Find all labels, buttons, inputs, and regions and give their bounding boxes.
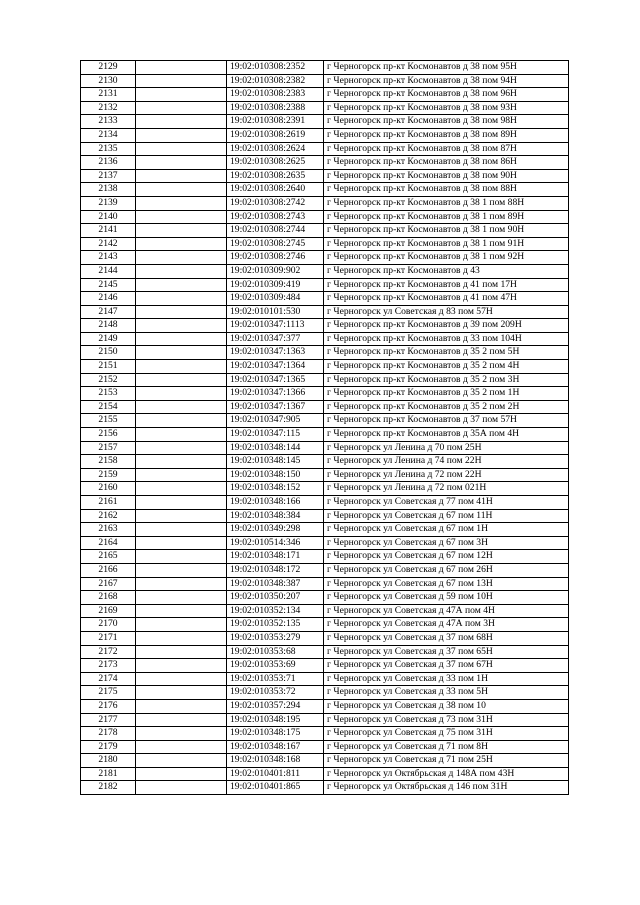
table-row bbox=[81, 536, 569, 550]
cadastral-number: 19:02:010347:377 bbox=[227, 332, 324, 346]
row-number: 2144 bbox=[81, 264, 136, 278]
row-number: 2160 bbox=[81, 482, 136, 496]
empty-cell bbox=[136, 319, 227, 333]
table-row bbox=[81, 686, 569, 700]
table-row bbox=[81, 754, 569, 768]
empty-cell bbox=[136, 210, 227, 224]
empty-cell bbox=[136, 468, 227, 482]
address: г Черногорск ул Советская д 33 пом 5Н bbox=[324, 686, 569, 700]
cadastral-number: 19:02:010308:2624 bbox=[227, 142, 324, 156]
empty-cell bbox=[136, 496, 227, 510]
table-row bbox=[81, 210, 569, 224]
cadastral-number: 19:02:010308:2388 bbox=[227, 101, 324, 115]
address: г Черногорск пр-кт Космонавтов д 38 1 пом 90Н bbox=[324, 224, 569, 238]
table-row bbox=[81, 142, 569, 156]
row-number: 2174 bbox=[81, 672, 136, 686]
row-number: 2140 bbox=[81, 210, 136, 224]
row-number: 2179 bbox=[81, 740, 136, 754]
row-number: 2169 bbox=[81, 604, 136, 618]
address: г Черногорск ул Советская д 67 пом 11Н bbox=[324, 509, 569, 523]
row-number: 2165 bbox=[81, 550, 136, 564]
address: г Черногорск ул Советская д 77 пом 41Н bbox=[324, 496, 569, 510]
cadastral-number: 19:02:010347:1113 bbox=[227, 319, 324, 333]
address: г Черногорск пр-кт Космонавтов д 38 1 пом 91Н bbox=[324, 237, 569, 251]
cadastral-number: 19:02:010401:811 bbox=[227, 767, 324, 781]
address: г Черногорск ул Советская д 37 пом 65Н bbox=[324, 645, 569, 659]
empty-cell bbox=[136, 523, 227, 537]
address: г Черногорск пр-кт Космонавтов д 38 пом 93Н bbox=[324, 101, 569, 115]
address: г Черногорск пр-кт Космонавтов д 38 пом 90Н bbox=[324, 169, 569, 183]
empty-cell bbox=[136, 455, 227, 469]
cadastral-number: 19:02:010308:2745 bbox=[227, 237, 324, 251]
cadastral-number: 19:02:010308:2744 bbox=[227, 224, 324, 238]
empty-cell bbox=[136, 686, 227, 700]
address: г Черногорск ул Советская д 75 пом 31Н bbox=[324, 727, 569, 741]
address: г Черногорск ул Советская д 47А пом 4Н bbox=[324, 604, 569, 618]
row-number: 2139 bbox=[81, 196, 136, 210]
address: г Черногорск пр-кт Космонавтов д 41 пом 47Н bbox=[324, 292, 569, 306]
cadastral-number: 19:02:010352:134 bbox=[227, 604, 324, 618]
table-row bbox=[81, 278, 569, 292]
cadastral-number: 19:02:010348:172 bbox=[227, 563, 324, 577]
cadastral-number: 19:02:010347:1367 bbox=[227, 400, 324, 414]
empty-cell bbox=[136, 196, 227, 210]
address: г Черногорск пр-кт Космонавтов д 38 пом 95Н bbox=[324, 61, 569, 75]
empty-cell bbox=[136, 563, 227, 577]
cadastral-number: 19:02:010357:294 bbox=[227, 699, 324, 713]
table-row bbox=[81, 591, 569, 605]
cadastral-number: 19:02:010348:387 bbox=[227, 577, 324, 591]
row-number: 2133 bbox=[81, 115, 136, 129]
table-row bbox=[81, 292, 569, 306]
cadastral-number: 19:02:010308:2635 bbox=[227, 169, 324, 183]
table-row bbox=[81, 360, 569, 374]
address: г Черногорск ул Советская д 47А пом 3Н bbox=[324, 618, 569, 632]
row-number: 2175 bbox=[81, 686, 136, 700]
cadastral-number: 19:02:010348:171 bbox=[227, 550, 324, 564]
table-row bbox=[81, 196, 569, 210]
row-number: 2145 bbox=[81, 278, 136, 292]
address: г Черногорск ул Советская д 67 пом 26Н bbox=[324, 563, 569, 577]
row-number: 2178 bbox=[81, 727, 136, 741]
cadastral-number: 19:02:010308:2382 bbox=[227, 74, 324, 88]
table-row bbox=[81, 414, 569, 428]
address: г Черногорск ул Советская д 67 пом 3Н bbox=[324, 536, 569, 550]
cadastral-number: 19:02:010348:168 bbox=[227, 754, 324, 768]
address: г Черногорск пр-кт Космонавтов д 41 пом 17Н bbox=[324, 278, 569, 292]
table-row bbox=[81, 713, 569, 727]
cadastral-number: 19:02:010353:71 bbox=[227, 672, 324, 686]
empty-cell bbox=[136, 156, 227, 170]
cadastral-number: 19:02:010353:68 bbox=[227, 645, 324, 659]
row-number: 2172 bbox=[81, 645, 136, 659]
cadastral-number: 19:02:010308:2625 bbox=[227, 156, 324, 170]
empty-cell bbox=[136, 781, 227, 795]
table-row bbox=[81, 428, 569, 442]
row-number: 2181 bbox=[81, 767, 136, 781]
row-number: 2170 bbox=[81, 618, 136, 632]
table-row bbox=[81, 373, 569, 387]
empty-cell bbox=[136, 699, 227, 713]
address: г Черногорск ул Советская д 71 пом 25Н bbox=[324, 754, 569, 768]
address: г Черногорск пр-кт Космонавтов д 39 пом 209Н bbox=[324, 319, 569, 333]
cadastral-number: 19:02:010348:145 bbox=[227, 455, 324, 469]
cadastral-number: 19:02:010350:207 bbox=[227, 591, 324, 605]
address: г Черногорск пр-кт Космонавтов д 38 пом 94Н bbox=[324, 74, 569, 88]
table-row bbox=[81, 550, 569, 564]
empty-cell bbox=[136, 713, 227, 727]
row-number: 2141 bbox=[81, 224, 136, 238]
address: г Черногорск пр-кт Космонавтов д 35 2 пом 5Н bbox=[324, 346, 569, 360]
row-number: 2146 bbox=[81, 292, 136, 306]
address: г Черногорск ул Советская д 37 пом 68Н bbox=[324, 631, 569, 645]
address: г Черногорск ул Советская д 67 пом 1Н bbox=[324, 523, 569, 537]
address: г Черногорск ул Советская д 59 пом 10Н bbox=[324, 591, 569, 605]
address: г Черногорск пр-кт Космонавтов д 38 1 пом 89Н bbox=[324, 210, 569, 224]
address: г Черногорск пр-кт Космонавтов д 38 пом 87Н bbox=[324, 142, 569, 156]
table-row bbox=[81, 224, 569, 238]
empty-cell bbox=[136, 754, 227, 768]
row-number: 2151 bbox=[81, 360, 136, 374]
empty-cell bbox=[136, 577, 227, 591]
empty-cell bbox=[136, 169, 227, 183]
table-row bbox=[81, 645, 569, 659]
table-row bbox=[81, 156, 569, 170]
empty-cell bbox=[136, 618, 227, 632]
row-number: 2135 bbox=[81, 142, 136, 156]
row-number: 2168 bbox=[81, 591, 136, 605]
address: г Черногорск пр-кт Космонавтов д 38 пом 86Н bbox=[324, 156, 569, 170]
table-row bbox=[81, 400, 569, 414]
address: г Черногорск пр-кт Космонавтов д 38 1 пом 88Н bbox=[324, 196, 569, 210]
cadastral-number: 19:02:010514:346 bbox=[227, 536, 324, 550]
table-body bbox=[81, 61, 569, 795]
empty-cell bbox=[136, 550, 227, 564]
cadastral-number: 19:02:010309:902 bbox=[227, 264, 324, 278]
row-number: 2137 bbox=[81, 169, 136, 183]
cadastral-number: 19:02:010308:2352 bbox=[227, 61, 324, 75]
table-row bbox=[81, 523, 569, 537]
cadastral-number: 19:02:010308:2619 bbox=[227, 128, 324, 142]
row-number: 2156 bbox=[81, 428, 136, 442]
address: г Черногорск пр-кт Космонавтов д 33 пом 104Н bbox=[324, 332, 569, 346]
table-row bbox=[81, 319, 569, 333]
cadastral-number: 19:02:010353:72 bbox=[227, 686, 324, 700]
empty-cell bbox=[136, 142, 227, 156]
address: г Черногорск ул Ленина д 74 пом 22Н bbox=[324, 455, 569, 469]
table-row bbox=[81, 618, 569, 632]
table-row bbox=[81, 496, 569, 510]
row-number: 2171 bbox=[81, 631, 136, 645]
cadastral-number: 19:02:010308:2743 bbox=[227, 210, 324, 224]
cadastral-number: 19:02:010347:1363 bbox=[227, 346, 324, 360]
empty-cell bbox=[136, 237, 227, 251]
cadastral-number: 19:02:010348:152 bbox=[227, 482, 324, 496]
empty-cell bbox=[136, 659, 227, 673]
cadastral-number: 19:02:010348:167 bbox=[227, 740, 324, 754]
row-number: 2152 bbox=[81, 373, 136, 387]
empty-cell bbox=[136, 536, 227, 550]
empty-cell bbox=[136, 645, 227, 659]
table-row bbox=[81, 61, 569, 75]
empty-cell bbox=[136, 360, 227, 374]
cadastral-number: 19:02:010348:175 bbox=[227, 727, 324, 741]
empty-cell bbox=[136, 183, 227, 197]
empty-cell bbox=[136, 88, 227, 102]
table-row bbox=[81, 305, 569, 319]
empty-cell bbox=[136, 278, 227, 292]
address: г Черногорск пр-кт Космонавтов д 35 2 пом 1Н bbox=[324, 387, 569, 401]
empty-cell bbox=[136, 101, 227, 115]
address: г Черногорск пр-кт Космонавтов д 38 пом 96Н bbox=[324, 88, 569, 102]
table-row bbox=[81, 128, 569, 142]
row-number: 2129 bbox=[81, 61, 136, 75]
cadastral-number: 19:02:010308:2383 bbox=[227, 88, 324, 102]
row-number: 2164 bbox=[81, 536, 136, 550]
table-row bbox=[81, 631, 569, 645]
cadastral-number: 19:02:010308:2742 bbox=[227, 196, 324, 210]
table-row bbox=[81, 482, 569, 496]
address: г Черногорск ул Советская д 38 пом 10 bbox=[324, 699, 569, 713]
row-number: 2158 bbox=[81, 455, 136, 469]
table-row bbox=[81, 264, 569, 278]
row-number: 2136 bbox=[81, 156, 136, 170]
cadastral-number: 19:02:010309:419 bbox=[227, 278, 324, 292]
cadastral-number: 19:02:010347:1366 bbox=[227, 387, 324, 401]
empty-cell bbox=[136, 727, 227, 741]
address: г Черногорск ул Советская д 67 пом 12Н bbox=[324, 550, 569, 564]
table-row bbox=[81, 237, 569, 251]
row-number: 2149 bbox=[81, 332, 136, 346]
row-number: 2150 bbox=[81, 346, 136, 360]
address: г Черногорск ул Октябрьская д 146 пом 31Н bbox=[324, 781, 569, 795]
row-number: 2155 bbox=[81, 414, 136, 428]
empty-cell bbox=[136, 305, 227, 319]
table-row bbox=[81, 781, 569, 795]
cadastral-number: 19:02:010348:144 bbox=[227, 441, 324, 455]
empty-cell bbox=[136, 387, 227, 401]
address: г Черногорск ул Ленина д 70 пом 25Н bbox=[324, 441, 569, 455]
row-number: 2154 bbox=[81, 400, 136, 414]
table-row bbox=[81, 441, 569, 455]
cadastral-number: 19:02:010348:384 bbox=[227, 509, 324, 523]
address: г Черногорск ул Советская д 83 пом 57Н bbox=[324, 305, 569, 319]
cadastral-number: 19:02:010309:484 bbox=[227, 292, 324, 306]
table-row bbox=[81, 509, 569, 523]
row-number: 2148 bbox=[81, 319, 136, 333]
cadastral-number: 19:02:010348:150 bbox=[227, 468, 324, 482]
table-row bbox=[81, 101, 569, 115]
table-row bbox=[81, 74, 569, 88]
empty-cell bbox=[136, 332, 227, 346]
table-row bbox=[81, 604, 569, 618]
address: г Черногорск пр-кт Космонавтов д 35 2 пом 3Н bbox=[324, 373, 569, 387]
empty-cell bbox=[136, 400, 227, 414]
cadastral-number: 19:02:010352:135 bbox=[227, 618, 324, 632]
address: г Черногорск пр-кт Космонавтов д 38 пом 89Н bbox=[324, 128, 569, 142]
row-number: 2159 bbox=[81, 468, 136, 482]
row-number: 2134 bbox=[81, 128, 136, 142]
empty-cell bbox=[136, 292, 227, 306]
row-number: 2131 bbox=[81, 88, 136, 102]
table-row bbox=[81, 332, 569, 346]
row-number: 2157 bbox=[81, 441, 136, 455]
address: г Черногорск пр-кт Космонавтов д 35А пом 4Н bbox=[324, 428, 569, 442]
address: г Черногорск пр-кт Космонавтов д 38 пом 88Н bbox=[324, 183, 569, 197]
table-row bbox=[81, 699, 569, 713]
row-number: 2162 bbox=[81, 509, 136, 523]
cadastral-number: 19:02:010308:2746 bbox=[227, 251, 324, 265]
row-number: 2177 bbox=[81, 713, 136, 727]
empty-cell bbox=[136, 224, 227, 238]
empty-cell bbox=[136, 591, 227, 605]
empty-cell bbox=[136, 61, 227, 75]
empty-cell bbox=[136, 428, 227, 442]
cadastral-number: 19:02:010353:69 bbox=[227, 659, 324, 673]
address: г Черногорск пр-кт Космонавтов д 35 2 пом 2Н bbox=[324, 400, 569, 414]
row-number: 2176 bbox=[81, 699, 136, 713]
cadastral-number: 19:02:010101:530 bbox=[227, 305, 324, 319]
table-row bbox=[81, 455, 569, 469]
row-number: 2132 bbox=[81, 101, 136, 115]
cadastral-number: 19:02:010348:166 bbox=[227, 496, 324, 510]
empty-cell bbox=[136, 604, 227, 618]
empty-cell bbox=[136, 373, 227, 387]
empty-cell bbox=[136, 672, 227, 686]
address: г Черногорск ул Советская д 73 пом 31Н bbox=[324, 713, 569, 727]
table-row bbox=[81, 88, 569, 102]
address: г Черногорск пр-кт Космонавтов д 43 bbox=[324, 264, 569, 278]
address: г Черногорск пр-кт Космонавтов д 38 пом 98Н bbox=[324, 115, 569, 129]
address: г Черногорск ул Ленина д 72 пом 22Н bbox=[324, 468, 569, 482]
table-row bbox=[81, 577, 569, 591]
row-number: 2180 bbox=[81, 754, 136, 768]
empty-cell bbox=[136, 767, 227, 781]
empty-cell bbox=[136, 441, 227, 455]
address: г Черногорск ул Ленина д 72 пом 021Н bbox=[324, 482, 569, 496]
table-row bbox=[81, 251, 569, 265]
row-number: 2138 bbox=[81, 183, 136, 197]
table-row bbox=[81, 169, 569, 183]
cadastral-number: 19:02:010353:279 bbox=[227, 631, 324, 645]
row-number: 2173 bbox=[81, 659, 136, 673]
row-number: 2153 bbox=[81, 387, 136, 401]
row-number: 2163 bbox=[81, 523, 136, 537]
address: г Черногорск ул Советская д 37 пом 67Н bbox=[324, 659, 569, 673]
table-row bbox=[81, 115, 569, 129]
table-row bbox=[81, 659, 569, 673]
empty-cell bbox=[136, 74, 227, 88]
cadastral-number: 19:02:010349:298 bbox=[227, 523, 324, 537]
address: г Черногорск пр-кт Космонавтов д 35 2 пом 4Н bbox=[324, 360, 569, 374]
table-row bbox=[81, 468, 569, 482]
row-number: 2166 bbox=[81, 563, 136, 577]
empty-cell bbox=[136, 740, 227, 754]
empty-cell bbox=[136, 128, 227, 142]
cadastral-number: 19:02:010401:865 bbox=[227, 781, 324, 795]
empty-cell bbox=[136, 264, 227, 278]
address: г Черногорск ул Советская д 67 пом 13Н bbox=[324, 577, 569, 591]
row-number: 2143 bbox=[81, 251, 136, 265]
row-number: 2167 bbox=[81, 577, 136, 591]
empty-cell bbox=[136, 251, 227, 265]
cadastral-number: 19:02:010348:195 bbox=[227, 713, 324, 727]
empty-cell bbox=[136, 631, 227, 645]
table-row bbox=[81, 346, 569, 360]
cadastral-number: 19:02:010347:1365 bbox=[227, 373, 324, 387]
empty-cell bbox=[136, 509, 227, 523]
empty-cell bbox=[136, 346, 227, 360]
empty-cell bbox=[136, 115, 227, 129]
address: г Черногорск пр-кт Космонавтов д 38 1 пом 92Н bbox=[324, 251, 569, 265]
row-number: 2161 bbox=[81, 496, 136, 510]
empty-cell bbox=[136, 482, 227, 496]
row-number: 2182 bbox=[81, 781, 136, 795]
address: г Черногорск пр-кт Космонавтов д 37 пом 57Н bbox=[324, 414, 569, 428]
cadastral-number: 19:02:010308:2640 bbox=[227, 183, 324, 197]
row-number: 2147 bbox=[81, 305, 136, 319]
cadastral-number: 19:02:010308:2391 bbox=[227, 115, 324, 129]
empty-cell bbox=[136, 414, 227, 428]
address: г Черногорск ул Советская д 33 пом 1Н bbox=[324, 672, 569, 686]
row-number: 2142 bbox=[81, 237, 136, 251]
table-row bbox=[81, 727, 569, 741]
table-row bbox=[81, 387, 569, 401]
address: г Черногорск ул Советская д 71 пом 8Н bbox=[324, 740, 569, 754]
table-row bbox=[81, 767, 569, 781]
table-row bbox=[81, 183, 569, 197]
table-row bbox=[81, 740, 569, 754]
table-row bbox=[81, 563, 569, 577]
cadastral-number: 19:02:010347:1364 bbox=[227, 360, 324, 374]
address: г Черногорск ул Октябрьская д 148А пом 43Н bbox=[324, 767, 569, 781]
cadastral-number: 19:02:010347:905 bbox=[227, 414, 324, 428]
row-number: 2130 bbox=[81, 74, 136, 88]
cadastral-number: 19:02:010347:115 bbox=[227, 428, 324, 442]
property-register-table bbox=[80, 60, 569, 795]
table-row bbox=[81, 672, 569, 686]
